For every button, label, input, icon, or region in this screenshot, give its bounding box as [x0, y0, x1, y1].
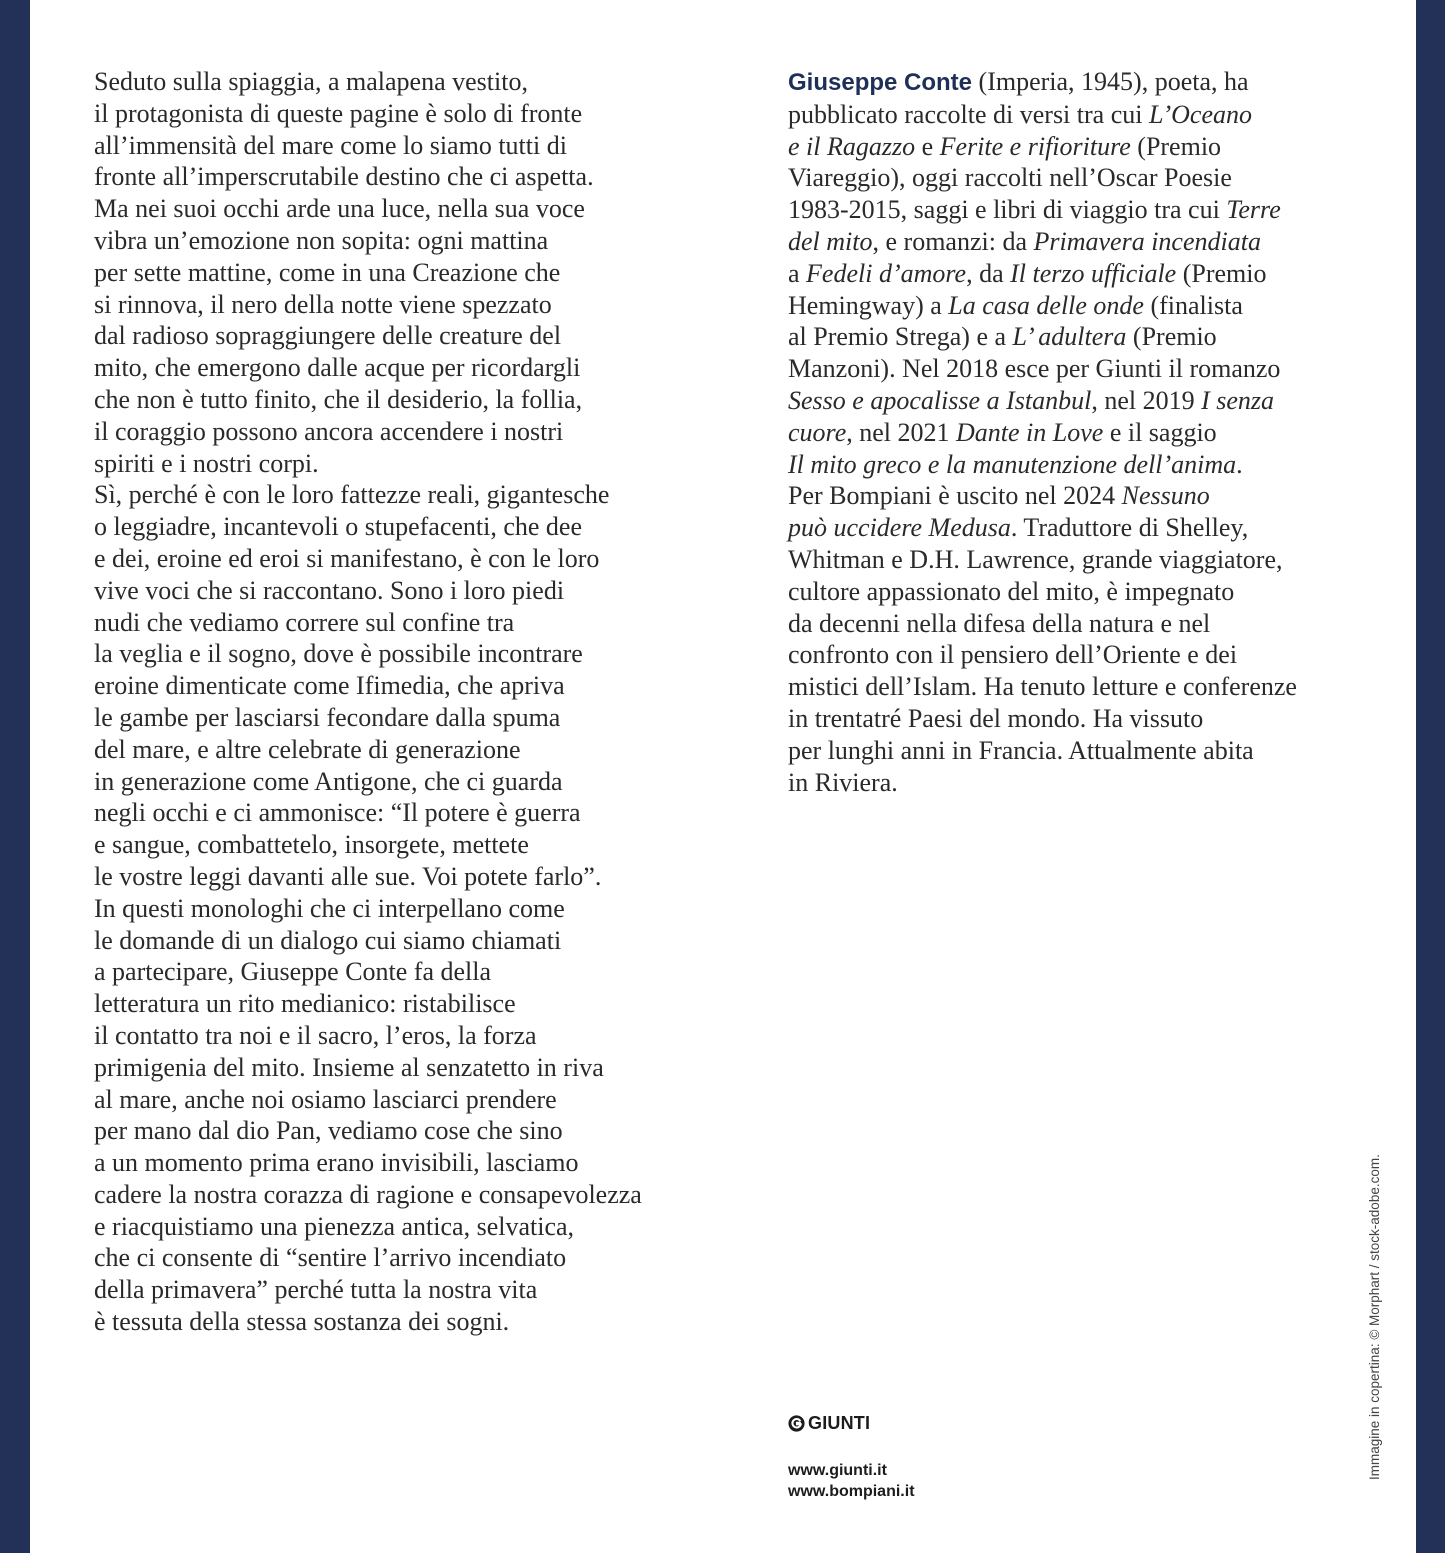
- bio-text: al Premio Strega) e a: [788, 322, 1013, 352]
- synopsis-line: a un momento prima erano invisibili, lasciamo: [94, 1148, 579, 1178]
- bio-text: (Premio: [1130, 131, 1222, 161]
- synopsis-line: Seduto sulla spiaggia, a malapena vestito,: [94, 67, 528, 96]
- synopsis-line: della primavera” perché tutta la nostra vita: [94, 1275, 538, 1305]
- synopsis-line: le gambe per lasciarsi fecondare dalla spuma: [94, 702, 561, 732]
- synopsis-line: per sette mattine, come in una Creazione che: [94, 257, 561, 287]
- publisher-block: [788, 1413, 915, 1502]
- bio-text: .: [1236, 449, 1243, 479]
- book-title: Terre: [1226, 195, 1281, 225]
- bio-line: [788, 385, 1368, 417]
- book-title: del mito: [788, 226, 873, 256]
- bio-text: (Premio: [1176, 258, 1267, 288]
- bio-line: in trentatré Paesi del mondo. Ha vissuto: [788, 703, 1204, 733]
- bio-line: cultore appassionato del mito, è impegnato: [788, 576, 1235, 606]
- synopsis-line: per mano dal dio Pan, vediamo cose che sino: [94, 1116, 563, 1146]
- synopsis-line: primigenia del mito. Insieme al senzatetto in riva: [94, 1052, 604, 1082]
- logo-text: GIUNTI: [808, 1413, 871, 1433]
- synopsis-line: del mare, e altre celebrate di generazione: [94, 734, 521, 764]
- bio-line: confronto con il pensiero dell’Oriente e dei: [788, 640, 1238, 670]
- book-title: L’Oceano: [1148, 99, 1252, 129]
- synopsis-line: negli occhi e ci ammonisce: “Il potere è guerra: [94, 798, 581, 828]
- giunti-logo: [788, 1413, 915, 1434]
- bio-line: [788, 417, 1368, 449]
- synopsis-text: [94, 66, 694, 1338]
- synopsis-line: spiriti e i nostri corpi.: [94, 448, 319, 478]
- synopsis-line: In questi monologhi che ci interpellano come: [94, 893, 565, 923]
- book-title: L’ adultera: [1012, 322, 1127, 352]
- book-title: Sesso e apocalisse a Istanbul: [788, 385, 1092, 415]
- synopsis-line: e sangue, combattetelo, insorgete, mettete: [94, 830, 529, 860]
- giunti-g-logo-icon: [788, 1415, 805, 1432]
- book-title: Ferite e rifioriture: [939, 131, 1131, 161]
- book-title: Nessuno: [1121, 481, 1210, 511]
- synopsis-line: letteratura un rito medianico: ristabilisce: [94, 989, 516, 1019]
- synopsis-line: Sì, perché è con le loro fattezze reali, gigantesche: [94, 480, 610, 510]
- bio-text: , da: [966, 258, 1011, 288]
- synopsis-line: che non è tutto finito, che il desiderio, la follia,: [94, 384, 583, 414]
- synopsis-line: mito, che emergono dalle acque per ricordargli: [94, 353, 581, 383]
- synopsis-line: si rinnova, il nero della notte viene spezzato: [94, 289, 552, 319]
- synopsis-line: Ma nei suoi occhi arde una luce, nella sua voce: [94, 194, 585, 224]
- synopsis-line: le domande di un dialogo cui siamo chiamati: [94, 925, 562, 955]
- bio-text: 1983-2015, saggi e libri di viaggio tra cui: [788, 195, 1227, 225]
- synopsis-line: dal radioso sopraggiungere delle creature del: [94, 321, 562, 351]
- bio-line: Whitman e D.H. Lawrence, grande viaggiatore,: [788, 544, 1283, 574]
- bio-text: (Imperia, 1945), poeta, ha: [972, 67, 1249, 96]
- synopsis-line: e dei, eroine ed eroi si manifestano, è con le loro: [94, 543, 600, 573]
- book-title: La casa delle onde: [948, 290, 1144, 320]
- bio-line: [788, 449, 1368, 481]
- bio-line: Viareggio), oggi raccolti nell’Oscar Poesie: [788, 163, 1232, 193]
- bio-line: [788, 512, 1368, 544]
- book-title: Dante in Love: [956, 417, 1104, 447]
- synopsis-line: al mare, anche noi osiamo lasciarci prendere: [94, 1084, 557, 1114]
- author-bio: [788, 66, 1368, 798]
- bio-text: a: [788, 258, 807, 288]
- synopsis-line: la veglia e il sogno, dove è possibile incontrare: [94, 639, 583, 669]
- synopsis-line: cadere la nostra corazza di ragione e consapevolezza: [94, 1179, 642, 1209]
- synopsis-line: che ci consente di “sentire l’arrivo incendiato: [94, 1243, 567, 1273]
- synopsis-line: vibra un’emozione non sopita: ogni mattina: [94, 225, 549, 255]
- bio-text: (Premio: [1126, 322, 1217, 352]
- bio-line: [788, 321, 1368, 353]
- synopsis-line: le vostre leggi davanti alle sue. Voi potete farlo”.: [94, 861, 602, 891]
- author-name: Giuseppe Conte: [788, 69, 973, 96]
- synopsis-line: il coraggio possono ancora accendere i nostri: [94, 416, 564, 446]
- bio-line: per lunghi anni in Francia. Attualmente abita: [788, 735, 1254, 765]
- book-title: Fedeli d’amore: [806, 258, 967, 288]
- synopsis-line: e riacquistiamo una pienezza antica, selvatica,: [94, 1211, 575, 1241]
- synopsis-line: è tessuta della stessa sostanza dei sogni.: [94, 1307, 510, 1337]
- synopsis-line: il contatto tra noi e il sacro, l’eros, la forza: [94, 1020, 537, 1050]
- book-title: e il Ragazzo: [788, 131, 916, 161]
- synopsis-line: all’immensità del mare come lo siamo tutti di: [94, 130, 567, 160]
- bio-line: [788, 99, 1368, 131]
- bio-line: Manzoni). Nel 2018 esce per Giunti il romanzo: [788, 354, 1281, 384]
- bio-text: pubblicato raccolte di versi tra cui: [788, 99, 1149, 129]
- bio-line: [788, 66, 1368, 99]
- synopsis-line: nudi che vediamo correre sul confine tra: [94, 607, 515, 637]
- bio-text: e il saggio: [1103, 417, 1217, 447]
- bio-line: in Riviera.: [788, 767, 898, 797]
- synopsis-line: fronte all’imperscrutabile destino che ci aspetta.: [94, 162, 594, 192]
- bio-text: (finalista: [1143, 290, 1243, 320]
- synopsis-line: in generazione come Antigone, che ci guarda: [94, 766, 563, 796]
- image-credit: Immagine in copertina: © Morphart / stock-adobe.com.: [1367, 1154, 1382, 1480]
- bio-line: [788, 226, 1368, 258]
- bio-line: [788, 258, 1368, 290]
- book-title: Il terzo ufficiale: [1010, 258, 1177, 288]
- bompiani-url-link[interactable]: www.bompiani.it: [788, 1483, 915, 1500]
- book-title: può uccidere Medusa: [788, 513, 1011, 543]
- bio-text: Hemingway) a: [788, 290, 949, 320]
- book-title: cuore: [788, 417, 847, 447]
- bio-line: mistici dell’Islam. Ha tenuto letture e conferenze: [788, 672, 1297, 702]
- book-title: Primavera incendiata: [1033, 226, 1261, 256]
- bio-line: [788, 480, 1368, 512]
- synopsis-line: vive voci che si raccontano. Sono i loro piedi: [94, 575, 565, 605]
- bio-text: , nel 2021: [846, 417, 956, 447]
- bio-text: Per Bompiani è uscito nel 2024: [788, 481, 1122, 511]
- bio-text: e: [915, 131, 940, 161]
- giunti-url-link[interactable]: www.giunti.it: [788, 1462, 887, 1479]
- back-cover-page: [30, 0, 1416, 1553]
- synopsis-line: a partecipare, Giuseppe Conte fa della: [94, 957, 492, 987]
- bio-line: da decenni nella difesa della natura e nel: [788, 608, 1211, 638]
- bio-line: [788, 194, 1368, 226]
- synopsis-line: il protagonista di queste pagine è solo di fronte: [94, 98, 583, 128]
- bio-line: [788, 131, 1368, 163]
- bio-text: , nel 2019: [1091, 385, 1202, 415]
- bio-line: [788, 290, 1368, 322]
- synopsis-line: o leggiadre, incantevoli o stupefacenti, che dee: [94, 512, 583, 542]
- book-title: Il mito greco e la manutenzione dell’anima: [788, 449, 1237, 479]
- synopsis-line: eroine dimenticate come Ifimedia, che apriva: [94, 671, 565, 701]
- book-title: I senza: [1201, 385, 1275, 415]
- bio-text: , e romanzi: da: [872, 226, 1034, 256]
- bio-text: . Traduttore di Shelley,: [1010, 513, 1249, 543]
